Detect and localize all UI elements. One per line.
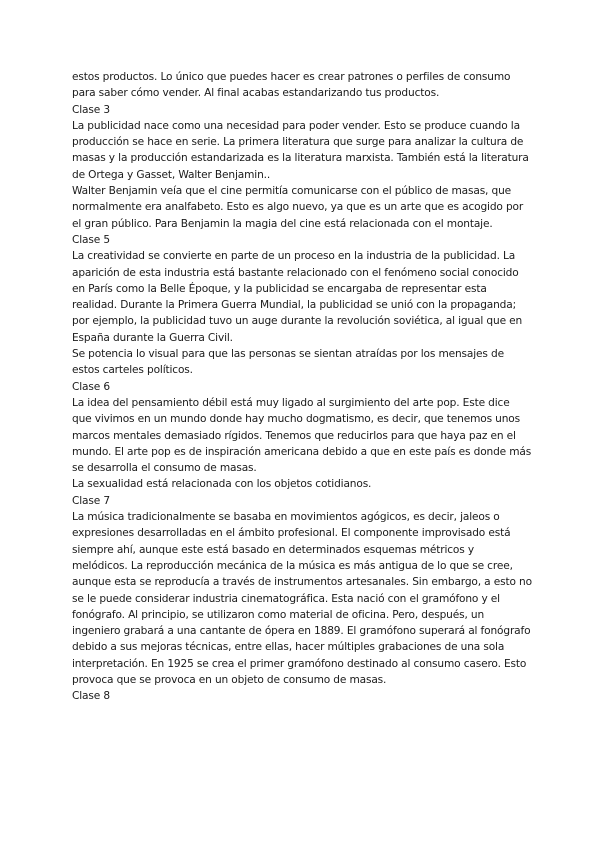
paragraph-musica: La música tradicionalmente se basaba en movimientos agógicos, es decir, jaleos o expresiones desarrolladas en el ámbito profesional. El componente improvisado está siempre ahí, aunque este está basado en determinados esquemas métricos y melódicos. La reproducción mecánica de la música es más antigua de lo que se cree, aunque esta se reproducía a través de instrumentos artesanales. Sin embargo, a esto no se le puede considerar industria cinematográfica. Esta nació con el gramófono y el fonógrafo. Al principio, se utilizaron como material de oficina. Pero, después, un ingeniero grabará a una cantante de ópera en 1889. El gramófono superará al fonógrafo debido a sus mejoras técnicas, entre ellas, hacer múltiples grabaciones de una sola interpretación. En 1925 se crea el primer gramófono destinado al consumo casero. Esto provoca que se provoca en un objeto de consumo de masas.	[72, 511, 532, 686]
paragraph-intro: estos productos. Lo único que puedes hacer es crear patrones o perfiles de consumo para saber cómo vender. Al final acabas estandarizando tus productos.	[72, 71, 511, 100]
heading-clase-3: Clase 3	[72, 103, 110, 116]
paragraph-creatividad: La creatividad se convierte en parte de un proceso en la industria de la publicidad. La aparición de esta industria está bastante relacionado con el fenómeno social conocido en París como la Belle Époque, y la publicidad se encargaba de representar esta realidad. Durante la Primera Guerra Mundial, la publicidad se unió con la propaganda; por ejemplo, la publicidad tuvo un auge durante la revolución soviética, al igual que en España durante la Guerra Civil.	[72, 250, 523, 344]
heading-clase-5: Clase 5	[72, 233, 110, 246]
paragraph-benjamin: Walter Benjamin veía que el cine permitía comunicarse con el público de masas, que normalmente era analfabeto. Esto es algo nuevo, ya que es un arte que es acogido por el gran público. Para Benjamin la magia del cine está relacionada con el montaje.	[72, 185, 524, 230]
paragraph-sexualidad: La sexualidad está relacionada con los objetos cotidianos.	[72, 478, 372, 491]
paragraph-publicidad: La publicidad nace como una necesidad para poder vender. Esto se produce cuando la producción se hace en serie. La primera literatura que surge para analizar la cultura de masas y la producción estandarizada es la literatura marxista. También está la literatura de Ortega y Gasset, Walter Benjamin..	[72, 119, 529, 181]
document-body	[72, 69, 532, 705]
heading-clase-7: Clase 7	[72, 494, 110, 507]
paragraph-visual: Se potencia lo visual para que las personas se sientan atraídas por los mensajes de estos carteles políticos.	[72, 348, 504, 377]
heading-clase-8: Clase 8	[72, 690, 110, 703]
heading-clase-6: Clase 6	[72, 380, 110, 393]
paragraph-pensamiento-debil: La idea del pensamiento débil está muy ligado al surgimiento del arte pop. Este dice que vivimos en un mundo donde hay mucho dogmatismo, es decir, que tenemos unos marcos mentales demasiado rígidos. Tenemos que reducirlos para que haya paz en el mundo. El arte pop es de inspiración americana debido a que en este país es donde más se desarrolla el consumo de masas.	[72, 396, 532, 475]
